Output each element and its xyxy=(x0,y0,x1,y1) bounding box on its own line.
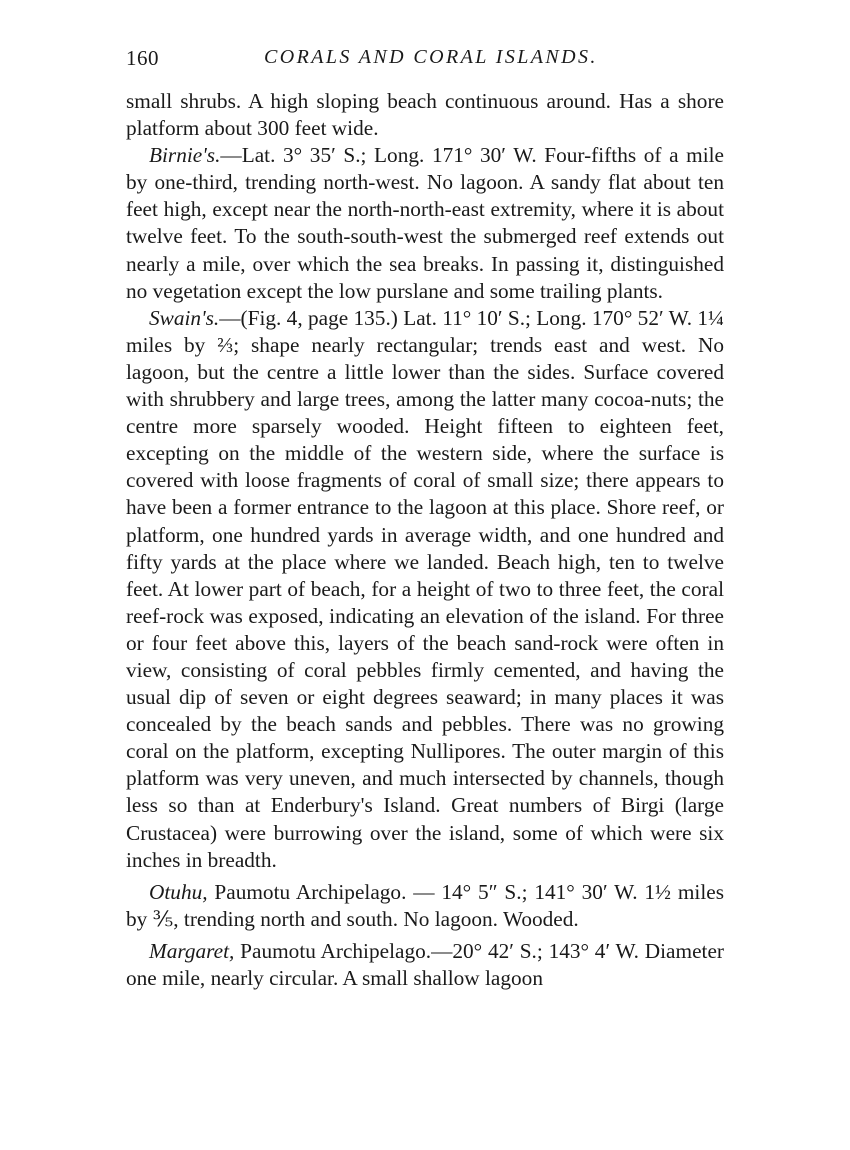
entry-swains-island xyxy=(126,305,724,874)
entry-text: —(Fig. 4, page 135.) Lat. 11° 10′ S.; Long. 170° 52′ W. 1¼ miles by ⅔; shape nearly rectangular; trends east and west. No lagoon, but the centre a little lower than the sides. Surface covered with shrubbery and large trees, among the latter many cocoa-nuts; the centre more sparsely wooded. Height fifteen to eighteen feet, excepting on the middle of the western side, where the surface is covered with loose fragments of coral of small size; there appears to have been a former entrance to the lagoon at this place. Shore reef, or platform, one hundred yards in average width, and one hundred and fifty yards at the place where we landed. Beach high, ten to twelve feet. At lower part of beach, for a height of two to three feet, the coral reef-rock was exposed, indicating an elevation of the island. For three or four feet above this, layers of the beach sand-rock were often in view, consisting of coral pebbles firmly cemented, and having the usual dip of seven or eight degrees seaward; in many places it was concealed by the beach sands and pebbles. There was no growing coral on the platform, excepting Nullipores. The outer margin of this platform was very uneven, and much intersected by channels, though less so than at Enderbury's Island. Great numbers of Birgi (large Crustacea) were burrowing over the island, some of which were six inches in breadth. xyxy=(126,305,724,872)
running-head xyxy=(126,46,726,76)
entry-margaret-island xyxy=(126,938,724,992)
place-name: Otuhu, xyxy=(149,879,208,904)
page-number: 160 xyxy=(126,46,159,70)
entry-text: —Lat. 3° 35′ S.; Long. 171° 30′ W. Four-fifths of a mile by one-third, trending north-west. No lagoon. A sandy flat about ten feet high, except near the north-north-east extremity, where it is about twelve feet. To the south-south-west the submerged reef extends out nearly a mile, over which the sea breaks. In passing it, distinguished no vegetation except the low purslane and some trailing plants. xyxy=(126,143,724,303)
place-name: Birnie's. xyxy=(149,143,221,168)
place-name: Swain's. xyxy=(149,305,220,330)
entry-birnies-island xyxy=(126,142,724,305)
entry-otuhu-island xyxy=(126,879,724,933)
running-title: CORALS AND CORAL ISLANDS. xyxy=(264,46,598,68)
body-text xyxy=(126,88,724,992)
paragraph-text: small shrubs. A high sloping beach continuous around. Has a shore platform about 300 feet wide. xyxy=(126,89,724,141)
place-name: Margaret, xyxy=(149,938,235,963)
paragraph-continuation xyxy=(126,88,724,142)
entry-text: Paumotu Archipelago.—20° 42′ S.; 143° 4′ W. Diameter one mile, nearly circular. A small shallow lagoon xyxy=(126,938,724,990)
entry-text: Paumotu Archipelago. — 14° 5″ S.; 141° 30′ W. 1½ miles by ⅗, trending north and south. No lagoon. Wooded. xyxy=(126,879,724,931)
